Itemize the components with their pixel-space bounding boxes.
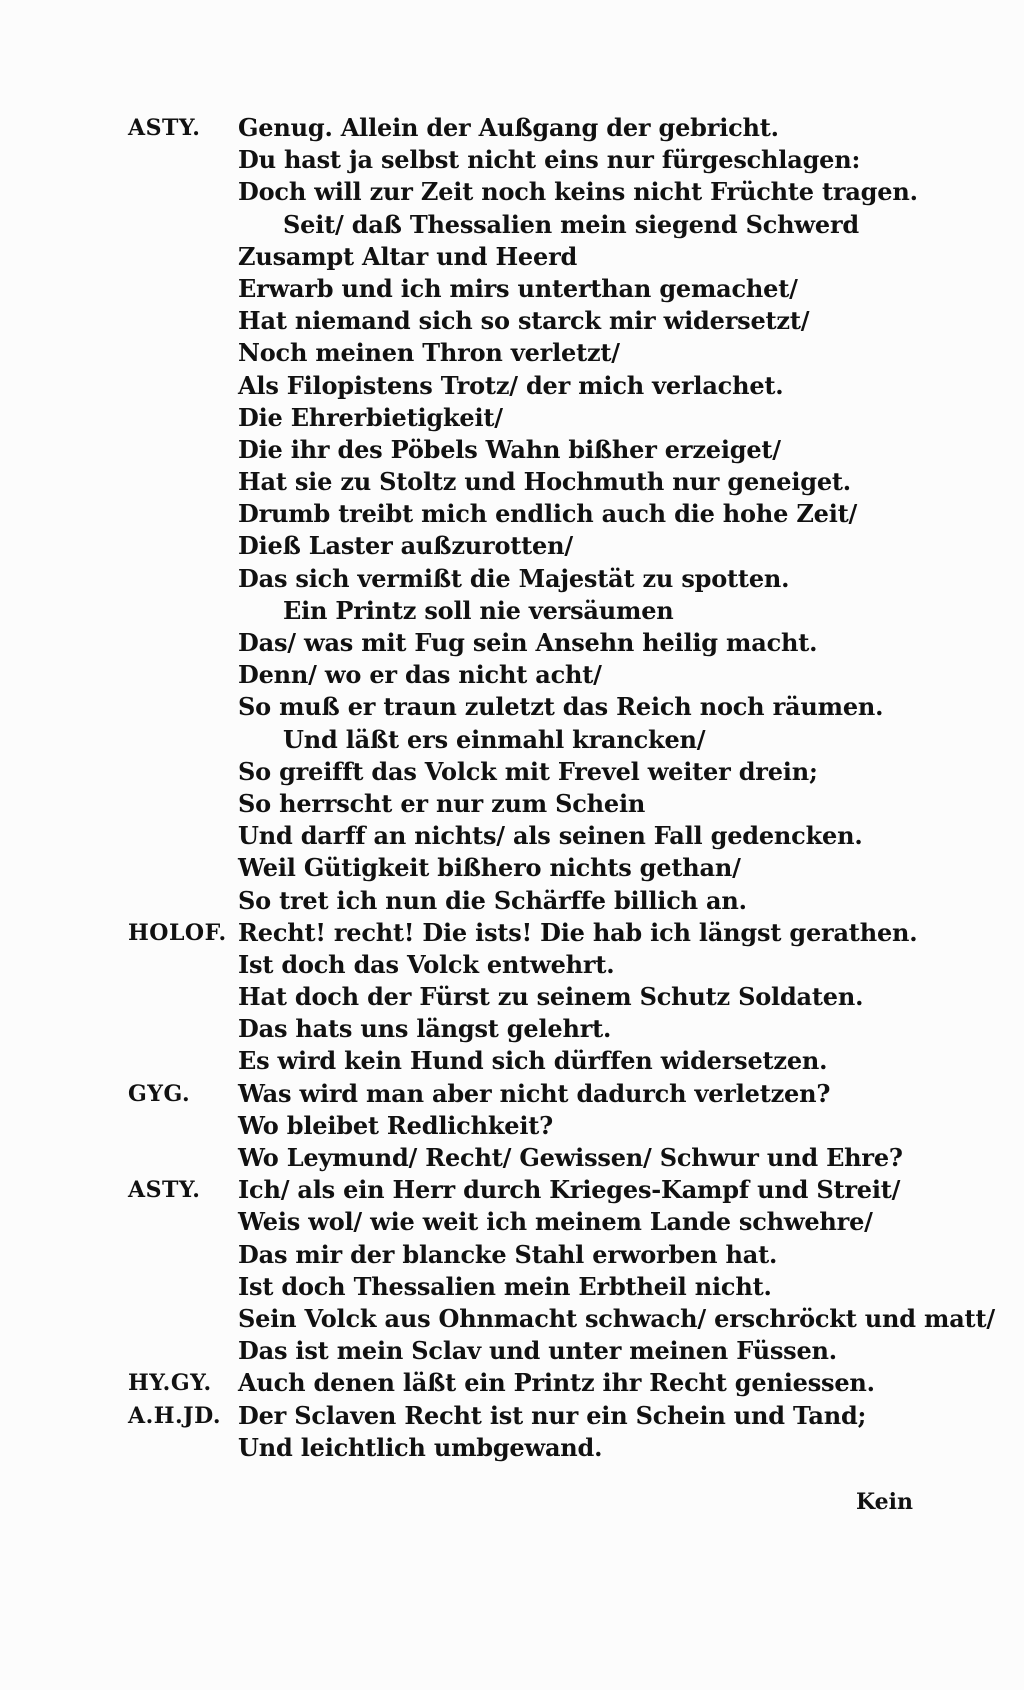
verse-text: Das ist mein Sclav und unter meinen Füssen.: [238, 1336, 837, 1366]
verse-line: [128, 820, 948, 852]
verse-line: [128, 305, 948, 337]
verse-line: [128, 1013, 948, 1045]
verse-text: Der Sclaven Recht ist nur ein Schein und Tand;: [238, 1400, 867, 1430]
verse-line: [128, 176, 948, 208]
verse-text: Die Ehrerbietigkeit/: [238, 402, 503, 432]
verse-text: Das hats uns längst gelehrt.: [238, 1014, 612, 1044]
verse-line: [128, 273, 948, 305]
verse-line: [128, 434, 948, 466]
verse-line: [128, 1206, 948, 1238]
speaker-label: A.H.JD.: [128, 1402, 222, 1429]
verse-text: Erwarb und ich mirs unterthan gemachet/: [238, 273, 798, 303]
verse-line: [128, 498, 948, 530]
speaker-label: HY.GY.: [128, 1370, 212, 1397]
verse-text: Hat doch der Fürst zu seinem Schutz Soldaten.: [238, 982, 864, 1012]
verse-line: [128, 1432, 948, 1464]
verse-line: [128, 1303, 995, 1335]
verse-text: Als Filopistens Trotz/ der mich verlachet.: [238, 370, 784, 400]
verse-line: [128, 756, 948, 788]
verse-line: [128, 627, 948, 659]
verse-text: Weil Gütigkeit bißhero nichts gethan/: [238, 853, 741, 883]
verse-text: Wo bleibet Redlichkeit?: [238, 1110, 553, 1140]
verse-text: Hat sie zu Stoltz und Hochmuth nur geneiget.: [238, 467, 851, 497]
verse-text: Du hast ja selbst nicht eins nur fürgeschlagen:: [238, 145, 861, 175]
verse-line: [128, 1239, 948, 1271]
verse-text: Ich/ als ein Herr durch Krieges-Kampf und Streit/: [238, 1175, 901, 1205]
speaker-label: ASTY.: [128, 1177, 201, 1204]
verse-line: [128, 1142, 948, 1174]
verse-text: So herrscht er nur zum Schein: [238, 788, 646, 818]
verse-line: [128, 1174, 948, 1206]
verse-text: Denn/ wo er das nicht acht/: [238, 660, 602, 690]
verse-line: [128, 724, 948, 756]
verse-text: Und läßt ers einmahl krancken/: [283, 724, 706, 754]
verse-line: [128, 1335, 948, 1367]
verse-text: Und leichtlich umbgewand.: [238, 1432, 603, 1462]
verse-line: [128, 402, 948, 434]
verse-line: [128, 337, 948, 369]
verse-text: Das/ was mit Fug sein Ansehn heilig macht.: [238, 628, 818, 657]
verse-line: [128, 981, 948, 1013]
verse-text: Doch will zur Zeit noch keins nicht Früchte tragen.: [238, 177, 918, 207]
verse-line: [128, 530, 948, 562]
verse-text: Und darff an nichts/ als seinen Fall gedencken.: [238, 821, 863, 851]
verse-text: Genug. Allein der Außgang der gebricht.: [238, 113, 779, 142]
verse-line: [128, 949, 948, 981]
catchword: Kein: [856, 1489, 913, 1515]
verse-text: So muß er traun zuletzt das Reich noch räumen.: [238, 692, 884, 722]
speaker-label: HOLOF.: [128, 919, 227, 946]
verse-line: [128, 691, 948, 723]
verse-line: [128, 209, 948, 241]
verse-line: [128, 595, 948, 627]
verse-line: [128, 917, 948, 949]
verse-text: Das mir der blancke Stahl erworben hat.: [238, 1239, 778, 1269]
verse-text: Was wird man aber nicht dadurch verletzen?: [238, 1078, 831, 1108]
verse-line: [128, 1271, 948, 1303]
verse-line: [128, 788, 948, 820]
verse-block: [128, 112, 995, 1464]
speaker-label: ASTY.: [128, 115, 201, 141]
verse-line: [128, 144, 948, 176]
verse-text: Dieß Laster außzurotten/: [238, 531, 573, 561]
verse-text: Seit/ daß Thessalien mein siegend Schwerd: [283, 209, 859, 239]
verse-text: Wo Leymund/ Recht/ Gewissen/ Schwur und Ehre?: [238, 1143, 903, 1172]
verse-text: Weis wol/ wie weit ich meinem Lande schwehre/: [238, 1207, 873, 1237]
verse-line: [128, 112, 948, 144]
verse-line: [128, 1110, 948, 1142]
verse-text: Ein Printz soll nie versäumen: [283, 595, 674, 625]
verse-line: [128, 1045, 948, 1077]
verse-text: Hat niemand sich so starck mir widersetzt/: [238, 306, 810, 336]
verse-text: Ist doch Thessalien mein Erbtheil nicht.: [238, 1271, 772, 1301]
verse-text: Noch meinen Thron verletzt/: [238, 338, 620, 368]
verse-line: [128, 1400, 948, 1432]
verse-line: [128, 885, 948, 917]
verse-text: Es wird kein Hund sich dürffen widersetzen.: [238, 1046, 828, 1076]
verse-line: [128, 659, 948, 691]
verse-line: [128, 1078, 948, 1110]
verse-text: So tret ich nun die Schärffe billich an.: [238, 885, 747, 915]
verse-text: Drumb treibt mich endlich auch die hohe Zeit/: [238, 499, 858, 529]
verse-line: [128, 241, 948, 273]
verse-text: Ist doch das Volck entwehrt.: [238, 949, 615, 979]
verse-text: Die ihr des Pöbels Wahn bißher erzeiget/: [238, 434, 781, 464]
verse-line: [128, 370, 948, 402]
verse-text: Sein Volck aus Ohnmacht schwach/ erschröckt und matt/: [238, 1303, 995, 1333]
verse-text: Zusampt Altar und Heerd: [238, 241, 578, 271]
verse-text: Das sich vermißt die Majestät zu spotten.: [238, 563, 790, 593]
verse-text: Recht! recht! Die ists! Die hab ich längst gerathen.: [238, 917, 918, 947]
speaker-label: GYG.: [128, 1080, 191, 1107]
verse-line: [128, 852, 948, 884]
verse-line: [128, 466, 948, 498]
verse-line: [128, 1367, 948, 1399]
verse-text: Auch denen läßt ein Printz ihr Recht geniessen.: [238, 1368, 875, 1398]
verse-text: So greifft das Volck mit Frevel weiter drein;: [238, 756, 818, 786]
verse-line: [128, 563, 948, 595]
